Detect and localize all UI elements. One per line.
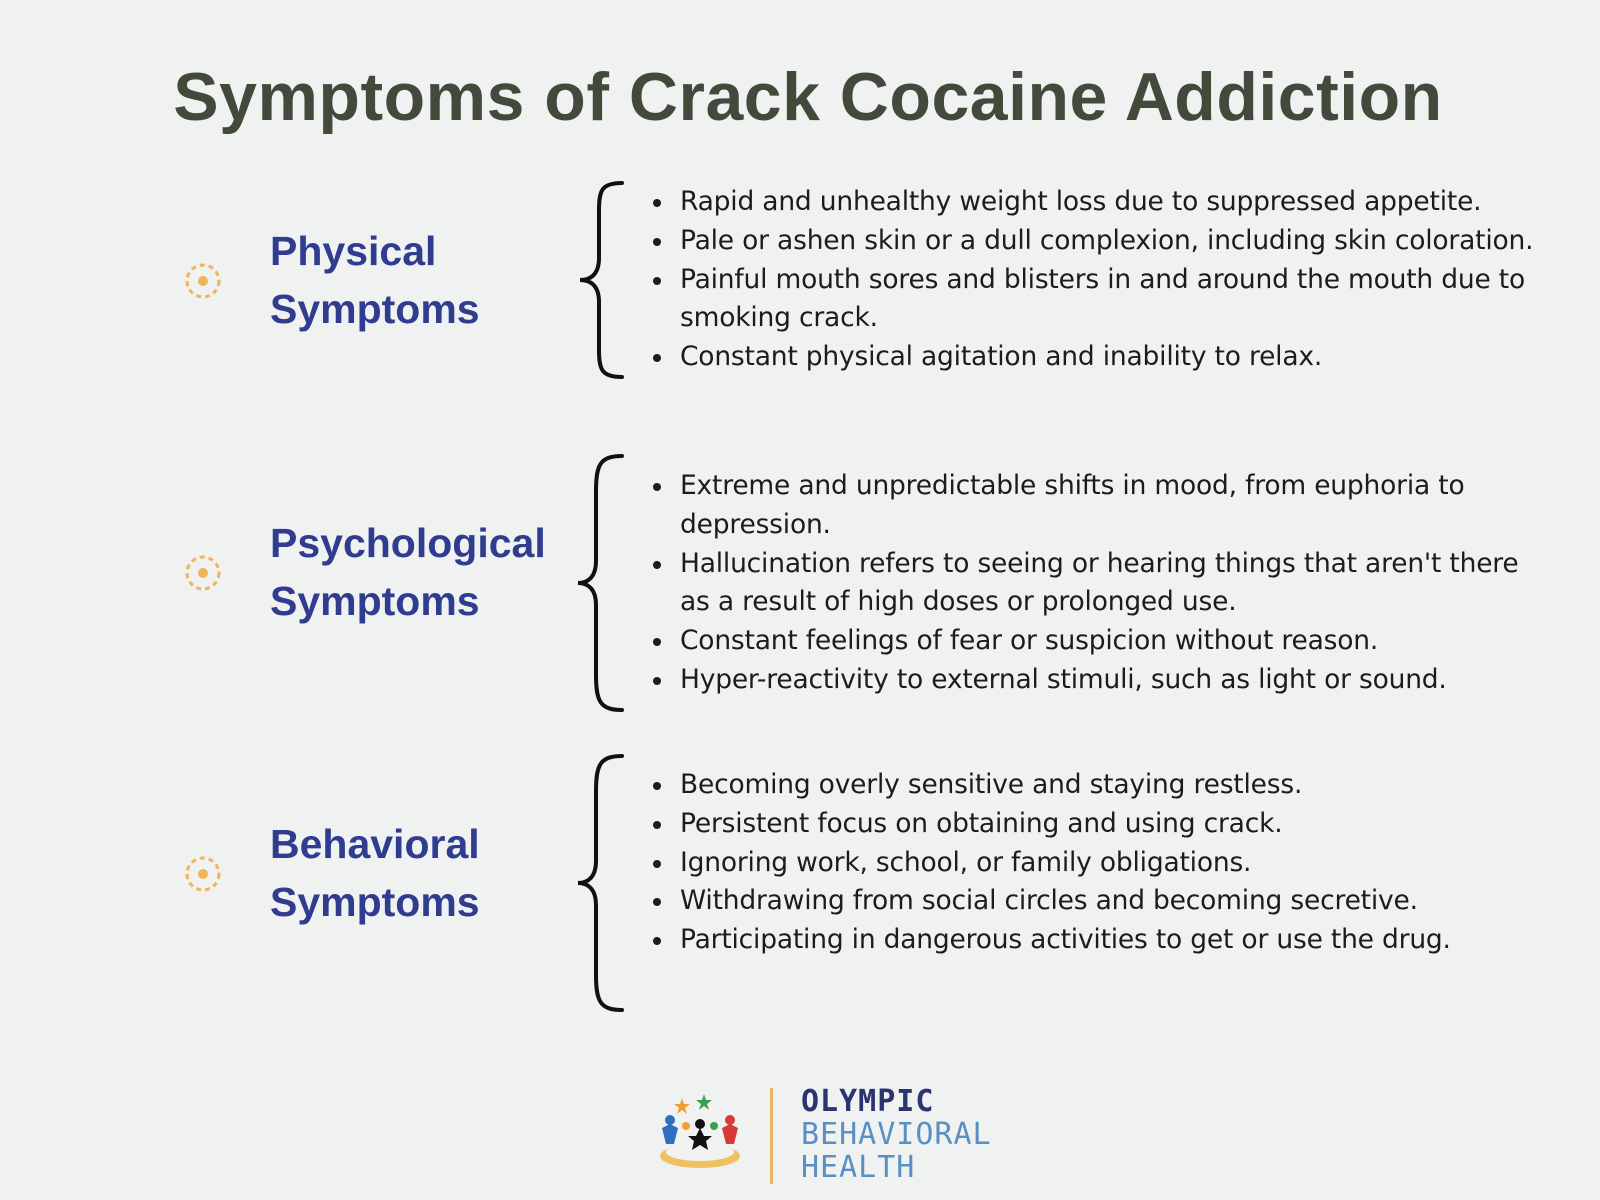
list-item: Pale or ashen skin or a dull complexion, including skin coloration. xyxy=(650,222,1550,261)
list-item: Constant feelings of fear or suspicion without reason. xyxy=(650,622,1550,661)
curly-brace xyxy=(572,180,630,380)
list-item: Extreme and unpredictable shifts in mood, from euphoria to xyxy=(650,467,1550,506)
people-circle-logo-icon xyxy=(654,1090,746,1174)
list-item: Hyper-reactivity to external stimuli, such as light or sound. xyxy=(650,661,1550,700)
footer-logo xyxy=(0,1082,1600,1192)
logo-text-line1: OLYMPIC xyxy=(801,1084,935,1119)
section-heading-line1: Behavioral xyxy=(270,821,480,867)
list-item: Persistent focus on obtaining and using crack. xyxy=(650,805,1550,844)
section-heading-line2: Symptoms xyxy=(270,578,480,624)
list-item: Constant physical agitation and inability to relax. xyxy=(650,338,1550,377)
section-heading-line1: Psychological xyxy=(270,520,546,566)
list-item: Hallucination refers to seeing or hearing things that aren't there xyxy=(650,545,1550,584)
list-item-continuation: depression. xyxy=(680,508,831,540)
section-heading-line2: Symptoms xyxy=(270,879,480,925)
list-item: Painful mouth sores and blisters in and around the mouth due to xyxy=(650,261,1550,300)
logo-text-line3: HEALTH xyxy=(801,1150,916,1185)
bullet-list xyxy=(650,467,1550,700)
curly-brace xyxy=(572,753,630,1013)
section-heading xyxy=(270,815,480,931)
dotted-circle-target-icon xyxy=(183,854,223,894)
list-item-continuation: as a result of high doses or prolonged use. xyxy=(680,586,1237,618)
dotted-circle-target-icon xyxy=(183,261,223,301)
section-heading-line2: Symptoms xyxy=(270,286,480,332)
bullet-list xyxy=(650,183,1550,377)
dotted-circle-target-icon xyxy=(183,553,223,593)
list-item: Becoming overly sensitive and staying restless. xyxy=(650,766,1550,805)
logo-text-line2: BEHAVIORAL xyxy=(801,1117,992,1152)
section-heading-line1: Physical xyxy=(270,228,437,274)
list-item: Participating in dangerous activities to get or use the drug. xyxy=(650,921,1550,960)
bullet-list xyxy=(650,766,1550,960)
list-item: Withdrawing from social circles and becoming secretive. xyxy=(650,882,1550,921)
logo-divider xyxy=(770,1088,773,1184)
section-heading xyxy=(270,222,480,338)
list-item: Rapid and unhealthy weight loss due to suppressed appetite. xyxy=(650,183,1550,222)
page-title: Symptoms of Crack Cocaine Addiction xyxy=(173,59,1443,135)
curly-brace xyxy=(572,453,630,713)
list-item: Ignoring work, school, or family obligations. xyxy=(650,844,1550,883)
list-item-continuation: smoking crack. xyxy=(680,302,878,334)
section-heading xyxy=(270,514,546,630)
